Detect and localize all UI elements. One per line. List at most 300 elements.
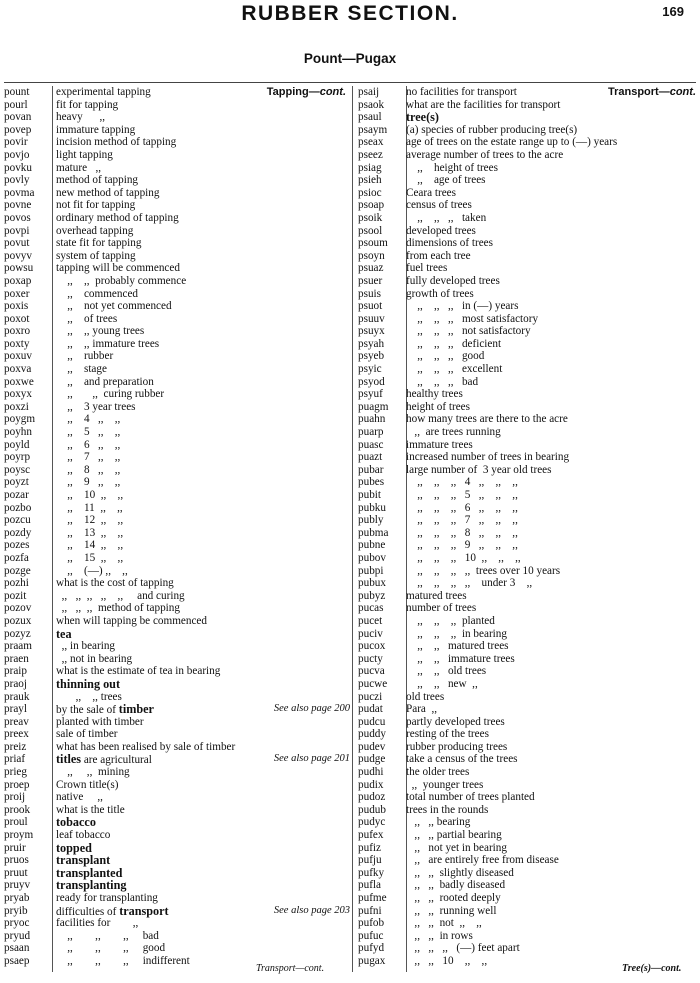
section-title: RUBBER SECTION.: [241, 2, 459, 25]
entry-row: [358, 426, 696, 439]
code-word: pufuc: [358, 929, 384, 942]
right-column: [358, 86, 696, 968]
entry-row: [358, 363, 696, 376]
entry-row: [0, 514, 350, 527]
code-word: pubux: [358, 577, 386, 590]
entry-text: transplanted: [56, 865, 123, 880]
entry-row: [0, 363, 350, 376]
entry-row: [0, 615, 350, 628]
entry-text: difficulties of transport: [56, 903, 169, 918]
code-word: puarp: [358, 426, 384, 439]
entry-row: [358, 376, 696, 389]
code-word: povpi: [4, 224, 30, 237]
code-word: praip: [4, 665, 27, 678]
entry-text: (a) species of rubber producing tree(s): [406, 123, 578, 136]
entry-text: immature tapping: [56, 123, 136, 136]
entry-row: [0, 325, 350, 338]
entry-row: [358, 338, 696, 351]
entry-text: ,, are entirely free from disease: [406, 854, 559, 867]
code-word: poxer: [4, 287, 30, 300]
code-word: psoum: [358, 237, 388, 250]
entry-text: height of trees: [406, 400, 470, 413]
entry-row: [0, 300, 350, 313]
code-word: puczi: [358, 690, 383, 703]
code-word: pudub: [358, 803, 386, 816]
code-word: pozhi: [4, 577, 29, 590]
code-word: poyhn: [4, 426, 32, 439]
entry-text: matured trees: [406, 589, 467, 602]
entry-row: [358, 464, 696, 477]
entry-row: [0, 816, 350, 829]
entry-text: ,, ,, ,, in bearing: [406, 627, 507, 640]
entry-text: ready for transplanting: [56, 892, 158, 904]
entry-text: transplant: [56, 853, 111, 868]
entry-row: [358, 136, 696, 149]
code-word: prayl: [4, 703, 27, 716]
entry-text: number of trees: [406, 602, 477, 615]
code-word: povyv: [4, 249, 32, 262]
entry-text: ,, ,, ,, taken: [406, 211, 487, 224]
entry-text: new method of tapping: [56, 186, 160, 199]
entry-row: [358, 741, 696, 754]
code-word: praen: [4, 652, 29, 665]
code-word: pourl: [4, 98, 28, 111]
entry-row: [0, 892, 350, 905]
entry-text: ,, 13 ,, ,,: [56, 526, 124, 539]
entry-text: what are the facilities for transport: [406, 98, 561, 111]
code-word: psaok: [358, 98, 385, 111]
entry-row: [0, 552, 350, 565]
code-word: povma: [4, 186, 35, 199]
entry-row: [358, 653, 696, 666]
code-word: puddy: [358, 728, 386, 741]
entry-text: developed trees: [406, 224, 476, 237]
entry-row: [0, 124, 350, 137]
entry-row: [0, 590, 350, 603]
entry-text: census of trees: [406, 199, 472, 212]
code-word: pryab: [4, 892, 30, 904]
code-word: pryoc: [4, 917, 30, 930]
entry-text: ,, ,, ,, 8 ,, ,, ,,: [406, 526, 518, 539]
code-word: pozux: [4, 614, 32, 627]
entry-text: ,, ,, slightly diseased: [406, 866, 514, 879]
entry-row: [0, 350, 350, 363]
entry-text: ,, 14 ,, ,,: [56, 539, 124, 552]
entry-row: [358, 905, 696, 918]
entry-text: ,, ,, ,, not satisfactory: [406, 325, 531, 338]
entry-text: native ,,: [56, 791, 103, 804]
code-word: poxot: [4, 312, 30, 325]
entry-row: [0, 829, 350, 842]
entry-row: [358, 779, 696, 792]
header-rule: [4, 82, 696, 83]
entry-text: ,, ,, ,, ,, under 3 ,,: [406, 577, 533, 590]
entry-text: ,, ,, ,, 10 ,, ,, ,,: [406, 551, 521, 564]
entry-row: [0, 376, 350, 389]
entry-text: ,, 9 ,, ,,: [56, 476, 121, 489]
right-continued-heading: Transport—cont.: [607, 86, 696, 98]
code-word: pudyc: [358, 816, 386, 829]
code-word: priaf: [4, 753, 26, 766]
see-also-note: See also page 200: [273, 703, 350, 715]
code-word: puciv: [358, 627, 383, 640]
code-word: psieh: [358, 174, 382, 187]
left-continued-heading: Tapping—cont.: [266, 86, 346, 98]
code-word: psoik: [358, 211, 383, 224]
entry-row: [0, 804, 350, 817]
entry-text: growth of trees: [406, 287, 474, 300]
entry-text: ,, 7 ,, ,,: [56, 451, 121, 464]
entry-text: resting of the trees: [406, 728, 489, 741]
entry-text: ,, ,, curing rubber: [56, 388, 165, 401]
entry-text: by the sale of timber: [56, 702, 154, 717]
entry-text: ,, ,, ,, planted: [406, 614, 495, 627]
code-word: poyrp: [4, 451, 31, 464]
entry-row: [358, 892, 696, 905]
entry-row: [358, 489, 696, 502]
entry-row: [0, 413, 350, 426]
entry-text: ,, (—) ,, ,,: [56, 564, 128, 577]
code-word: poxyx: [4, 388, 32, 401]
entry-text: tree(s): [406, 110, 439, 125]
entry-row: [0, 930, 350, 943]
code-word: pudat: [358, 703, 383, 716]
entry-row: [0, 665, 350, 678]
code-word: prieg: [4, 766, 27, 779]
entry-text: ,, ,, bearing: [406, 816, 471, 829]
entry-text: ,, ,, ,, ,, trees over 10 years: [406, 564, 561, 577]
entry-row: [358, 300, 696, 313]
entry-text: ,, in bearing: [56, 640, 116, 653]
entry-text: light tapping: [56, 148, 113, 161]
code-word: prook: [4, 803, 31, 816]
entry-text: sale of timber: [56, 728, 118, 741]
entry-row: [358, 854, 696, 867]
code-word: proym: [4, 829, 34, 842]
code-word: poxuv: [4, 350, 32, 363]
code-word: pufob: [358, 917, 385, 930]
entry-row: [358, 539, 696, 552]
entry-row: [0, 99, 350, 112]
code-word: pruos: [4, 854, 29, 867]
entry-text: when will tapping be commenced: [56, 614, 207, 627]
code-word: puahn: [358, 413, 386, 426]
entry-row: [0, 867, 350, 880]
entry-text: average number of trees to the acre: [406, 148, 564, 161]
code-word: pufla: [358, 879, 381, 892]
entry-text: ,, 11 ,, ,,: [56, 501, 123, 514]
code-word: pubar: [358, 463, 384, 476]
entry-row: [0, 640, 350, 653]
entry-row: [0, 502, 350, 515]
entry-row: [0, 539, 350, 552]
entry-row: [358, 111, 696, 124]
entry-text: ordinary method of tapping: [56, 211, 179, 224]
entry-row: [358, 930, 696, 943]
entry-text: ,, ,, ,, 6 ,, ,, ,,: [406, 501, 518, 514]
code-word: psaan: [4, 942, 30, 955]
entry-row: [358, 527, 696, 540]
entry-text: how many trees are there to the acre: [406, 413, 568, 426]
entry-text: ,, ,, ,, 4 ,, ,, ,,: [406, 476, 518, 489]
code-word: psyic: [358, 363, 382, 376]
entry-row: [358, 250, 696, 263]
code-word: pubku: [358, 501, 386, 514]
code-word: poyld: [4, 438, 30, 451]
entry-text: thinning out: [56, 676, 121, 691]
entry-row: [0, 174, 350, 187]
code-word: prauk: [4, 690, 30, 703]
code-word: praoj: [4, 677, 27, 690]
entry-text: what has been realised by sale of timber: [56, 740, 236, 753]
code-word: pozyz: [4, 627, 31, 640]
code-word: psuer: [358, 274, 383, 287]
entry-text: ,, ,, ,, bad: [406, 375, 479, 388]
code-word: pudge: [358, 753, 386, 766]
code-word: poxzi: [4, 400, 29, 413]
code-word: povku: [4, 161, 32, 174]
entry-text: fit for tapping: [56, 98, 119, 111]
entry-row: [0, 766, 350, 779]
entry-row: [0, 313, 350, 326]
entry-row: [0, 262, 350, 275]
entry-text: ,, ,, young trees: [56, 325, 145, 338]
entry-text: system of tapping: [56, 249, 136, 262]
entry-row: [358, 388, 696, 401]
entry-row: [0, 678, 350, 691]
entry-text: ,, 8 ,, ,,: [56, 463, 121, 476]
entry-row: [358, 439, 696, 452]
entry-row: [0, 917, 350, 930]
left-column: [0, 86, 350, 968]
code-word: pubma: [358, 526, 389, 539]
entry-row: [0, 275, 350, 288]
entry-row: [358, 275, 696, 288]
entry-text: ,, ,, not ,, ,,: [406, 917, 482, 930]
entry-row: [358, 162, 696, 175]
entry-row: [358, 590, 696, 603]
entry-row: [0, 187, 350, 200]
entry-row: [358, 615, 696, 628]
entry-text: ,, 12 ,, ,,: [56, 514, 124, 527]
entry-row: [358, 149, 696, 162]
entry-text: from each tree: [406, 249, 471, 262]
entry-text: topped: [56, 840, 92, 855]
code-word: psuuv: [358, 312, 385, 325]
code-word: psyeb: [358, 350, 385, 363]
entry-row: [0, 451, 350, 464]
entry-row: [358, 552, 696, 565]
entry-text: ,, height of trees: [406, 161, 498, 174]
code-word: pucty: [358, 652, 383, 665]
entry-row: [0, 464, 350, 477]
code-word: pozge: [4, 564, 31, 577]
code-word: preiz: [4, 740, 27, 753]
entry-text: take a census of the trees: [406, 753, 518, 766]
entry-row: [0, 149, 350, 162]
entry-text: immature trees: [406, 438, 473, 451]
entry-row: [358, 602, 696, 615]
entry-text: transplanting: [56, 878, 127, 893]
entry-text: overhead tapping: [56, 224, 134, 237]
code-word: puasc: [358, 438, 384, 451]
entry-text: large number of 3 year old trees: [406, 463, 552, 476]
entry-row: [0, 225, 350, 238]
entry-row: [358, 716, 696, 729]
code-word: pucas: [358, 602, 384, 615]
code-word: pozov: [4, 602, 32, 615]
code-word: povne: [4, 199, 32, 212]
entry-text: trees in the rounds: [406, 803, 489, 816]
code-word: poygm: [4, 413, 36, 426]
entry-row: [358, 942, 696, 955]
entry-row: [0, 489, 350, 502]
entry-row: [0, 691, 350, 704]
entry-text: ,, ,, old trees: [406, 665, 487, 678]
entry-text: the older trees: [406, 766, 470, 779]
entry-row: [358, 791, 696, 804]
entry-text: ,, ,, 10 ,, ,,: [406, 954, 488, 967]
entry-text: ,, ,, ,, in (—) years: [406, 300, 519, 313]
code-word: psaij: [358, 86, 380, 98]
code-word: povjo: [4, 148, 30, 161]
code-word: pruyv: [4, 879, 31, 892]
code-word: preex: [4, 728, 29, 741]
code-word: pufyd: [358, 942, 385, 955]
code-word: psaep: [4, 954, 30, 967]
entry-text: ,, ,, ,, deficient: [406, 337, 502, 350]
entry-row: [358, 867, 696, 880]
code-word: psoap: [358, 199, 385, 212]
entry-row: [358, 325, 696, 338]
code-word: powsu: [4, 262, 34, 275]
entry-row: [358, 124, 696, 137]
entry-text: ,, ,, ,, good: [406, 350, 485, 363]
entry-text: ,, ,, running well: [406, 904, 497, 917]
code-word: pseax: [358, 136, 384, 149]
entry-text: Crown title(s): [56, 778, 119, 791]
code-word: puazt: [358, 451, 383, 464]
code-word: pudhi: [358, 766, 384, 779]
entry-row: [0, 162, 350, 175]
code-word: poxro: [4, 325, 31, 338]
entry-text: ,, younger trees: [406, 778, 484, 791]
entry-text: titles are agricultural: [56, 752, 152, 767]
entry-text: ,, ,, matured trees: [406, 640, 509, 653]
code-word: psuaz: [358, 262, 384, 275]
entry-text: ,, ,, badly diseased: [406, 879, 506, 892]
entry-text: dimensions of trees: [406, 237, 493, 250]
entry-text: ,, ,, trees: [56, 690, 122, 703]
entry-text: ,, stage: [56, 363, 107, 376]
entry-row: [0, 879, 350, 892]
entry-text: not fit for tapping: [56, 199, 136, 212]
code-word: pudoz: [358, 791, 386, 804]
entry-row: [358, 313, 696, 326]
code-word: pucox: [358, 640, 386, 653]
code-word: pubne: [358, 539, 386, 552]
code-word: pozar: [4, 489, 29, 501]
entry-row: [358, 691, 696, 704]
code-word: pruut: [4, 866, 28, 879]
entry-row: [0, 854, 350, 867]
code-word: pubov: [358, 551, 386, 564]
entry-text: mature ,,: [56, 161, 102, 174]
entry-row: [0, 565, 350, 578]
entry-text: ,, ,, immature trees: [56, 337, 160, 350]
entry-text: rubber producing trees: [406, 740, 508, 753]
entry-text: tobacco: [56, 815, 96, 830]
entry-row: [0, 199, 350, 212]
code-word: pozit: [4, 589, 27, 602]
entry-text: what is the cost of tapping: [56, 577, 174, 590]
entry-row: [358, 816, 696, 829]
code-word: poxwe: [4, 375, 34, 388]
entry-row: [358, 502, 696, 515]
entry-row: [358, 917, 696, 930]
entry-row: [358, 879, 696, 892]
entry-row: [358, 451, 696, 464]
code-word: pugax: [358, 954, 386, 967]
entry-text: method of tapping: [56, 174, 139, 187]
entry-row: [358, 413, 696, 426]
code-word: psiag: [358, 161, 382, 174]
entry-row: [358, 476, 696, 489]
entry-text: Para ,,: [406, 703, 438, 716]
entry-row: [0, 426, 350, 439]
entry-text: ,, ,, ,, most satisfactory: [406, 312, 539, 325]
entry-row: [358, 237, 696, 250]
code-word: poxty: [4, 337, 30, 350]
entry-text: ,, commenced: [56, 287, 139, 300]
code-word: poysc: [4, 463, 31, 476]
code-word: pufju: [358, 854, 382, 867]
entry-text: ,, ,, ,, good: [56, 942, 166, 955]
code-word: pufky: [358, 866, 385, 879]
entry-row: [358, 640, 696, 653]
code-word: psyuf: [358, 388, 383, 401]
code-word: psyah: [358, 337, 385, 350]
entry-row: [0, 905, 350, 918]
entry-text: ,, of trees: [56, 312, 118, 325]
entry-row: [358, 514, 696, 527]
entry-text: leaf tobacco: [56, 829, 111, 842]
code-word: pudcu: [358, 715, 386, 728]
entry-row: [0, 288, 350, 301]
entry-text: Ceara trees: [406, 186, 456, 199]
code-word: pozbo: [4, 501, 32, 514]
entry-row: [0, 439, 350, 452]
see-also-note: See also page 203: [273, 904, 350, 916]
entry-text: ,, age of trees: [406, 174, 486, 187]
code-word: psuis: [358, 287, 382, 300]
entry-text: ,, ,, ,, 7 ,, ,, ,,: [406, 514, 518, 527]
entry-row: [358, 766, 696, 779]
entry-text: what is the title: [56, 803, 125, 816]
entry-text: ,, ,, immature trees: [406, 652, 515, 665]
entry-text: ,, 3 year trees: [56, 400, 136, 413]
entry-row: [0, 237, 350, 250]
entry-text: ,, ,, ,, (—) feet apart: [406, 942, 520, 955]
entry-text: what is the estimate of tea in bearing: [56, 665, 221, 678]
code-word: psoyn: [358, 249, 385, 262]
code-word: pozdy: [4, 526, 32, 539]
entry-text: ,, ,, ,, 5 ,, ,, ,,: [406, 489, 518, 501]
code-word: pryud: [4, 929, 31, 942]
entry-row: [0, 753, 350, 766]
code-word: pufme: [358, 892, 387, 904]
code-word: poxap: [4, 274, 32, 287]
